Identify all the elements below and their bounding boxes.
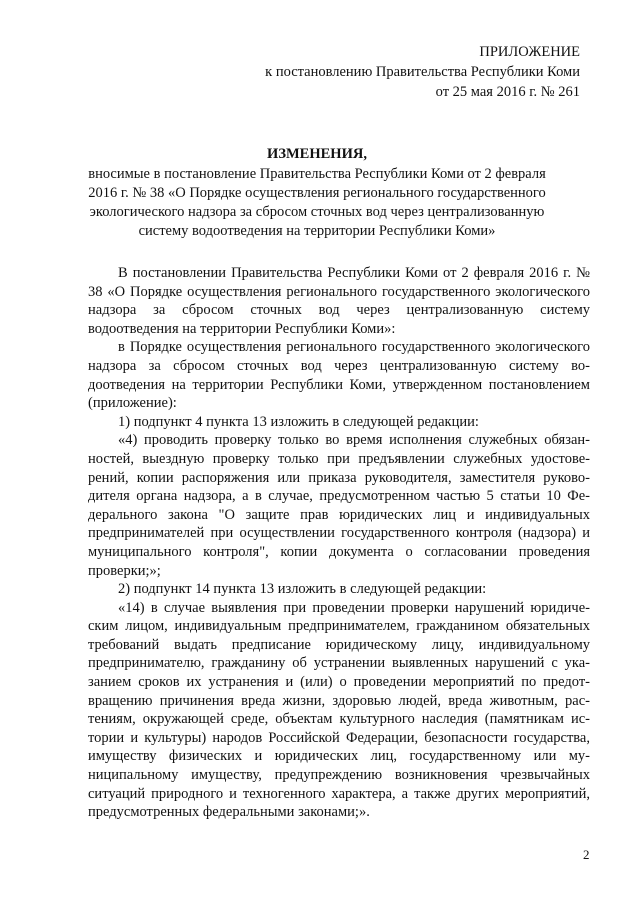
paragraph-item-1-text: «4) проводить проверку только во время исполнения служебных обязанностей, выездную проверку только при предъявлении служебных удостоверений, копии распоряжения или приказа руководителя, заместителя руководителя органа надзора, а в случае, предусмотренном частью 5 статьи 10 Федерального закона "О защите прав юридических лиц и индивидуальных предпринимателей при осуществлении государственного контроля (надзора) и муниципального контроля", копии документа о согласовании проведения проверки;»; (88, 432, 590, 579)
paragraph-item-2-text: «14) в случае выявления при проведении проверки нарушений юридическим лицом, индивидуальным предпринимателем, гражданином обязательных требований выдать предписание юридическому лицу, индивидуальному предпринимателю, гражданину об устранении выявленных нарушений с указанием сроков их устранения и (или) о проведении мероприятий по предотвращению причинения вреда жизни, здоровью людей, вреда животным, растениям, окружающей среде, объектам культурного наследия (памятникам истории и культуры) народов Российской Федерации, безопасности государства, имуществу физических и юридических лиц, государственному или муниципальному имуществу, предупреждению возникновения чрезвычайных ситуаций природного и техногенного характера, а также других мероприятий, предусмотренных федеральными законами;». (88, 599, 590, 821)
document-body (88, 264, 590, 822)
paragraph-intro: В постановлении Правительства Республики Коми от 2 февраля 2016 г. № 38 «О Порядке осуществления регионального государственного экологического надзора за сбросом сточных вод через централизованную систему водоотведения на территории Республики Коми»: (88, 265, 590, 337)
page-number: 2 (583, 847, 590, 862)
appendix-resolution-ref: к постановлению Правительства Республики Коми (265, 64, 580, 80)
appendix-label: ПРИЛОЖЕНИЕ (479, 44, 580, 60)
document-heading (72, 145, 562, 241)
document-title: ИЗМЕНЕНИЯ, (267, 146, 367, 162)
paragraph-order: в Порядке осуществления регионального государственного экологического надзора за сбросом сточных вод через централизованную систему водоотведения на территории Республики Коми, утвержденном постановлением (приложение): (88, 339, 590, 412)
appendix-block (265, 42, 580, 102)
paragraph-item-1: 1) подпункт 4 пункта 13 изложить в следующей редакции: (118, 413, 479, 430)
paragraph-item-2: 2) подпункт 14 пункта 13 изложить в следующей редакции: (118, 581, 487, 598)
appendix-date-number: от 25 мая 2016 г. № 261 (435, 84, 580, 100)
document-subtitle: вносимые в постановление Правительства Республики Коми от 2 февраля 2016 г. № 38 «О Порядке осуществления регионального государственного экологического надзора за сбросом сточных вод через централизованную систему водоотведения на территории Республики Коми» (88, 166, 546, 239)
